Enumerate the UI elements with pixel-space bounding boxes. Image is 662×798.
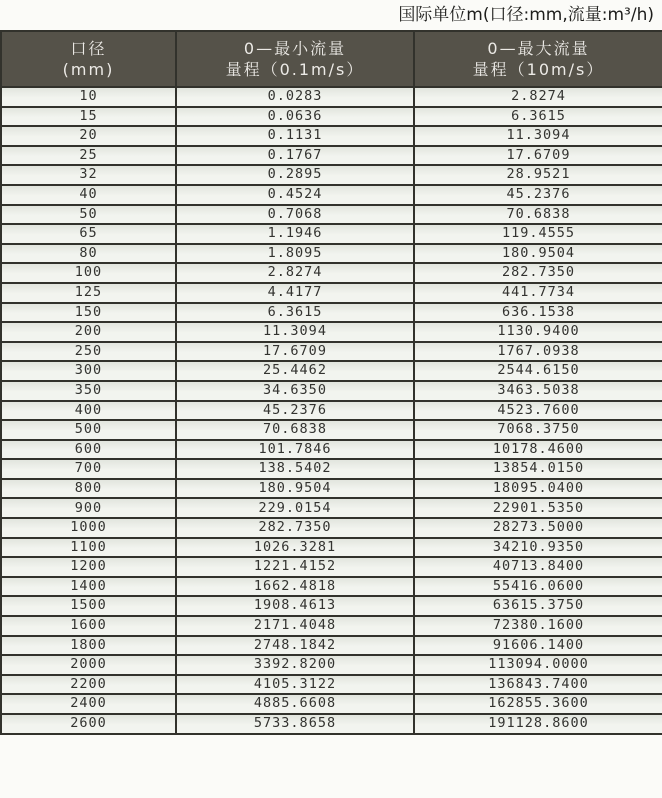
cell-diameter-mm: 65: [1, 224, 176, 244]
cell-diameter-mm: 40: [1, 185, 176, 205]
cell-diameter-mm: 1400: [1, 577, 176, 597]
cell-max-flow-range: 7068.3750: [414, 420, 662, 440]
cell-max-flow-range: 2.8274: [414, 87, 662, 107]
cell-min-flow-range: 229.0154: [176, 498, 414, 518]
cell-max-flow-range: 91606.1400: [414, 636, 662, 656]
cell-diameter-mm: 2200: [1, 675, 176, 695]
cell-max-flow-range: 191128.8600: [414, 714, 662, 734]
cell-max-flow-range: 13854.0150: [414, 459, 662, 479]
cell-min-flow-range: 101.7846: [176, 440, 414, 460]
table-row: [1, 87, 662, 107]
cell-diameter-mm: 15: [1, 107, 176, 127]
cell-diameter-mm: 900: [1, 498, 176, 518]
cell-min-flow-range: 2.8274: [176, 263, 414, 283]
table-row: [1, 381, 662, 401]
table-row: [1, 636, 662, 656]
cell-diameter-mm: 200: [1, 322, 176, 342]
cell-min-flow-range: 2748.1842: [176, 636, 414, 656]
cell-max-flow-range: 72380.1600: [414, 616, 662, 636]
table-row: [1, 126, 662, 146]
table-row: [1, 263, 662, 283]
cell-min-flow-range: 4105.3122: [176, 675, 414, 695]
cell-max-flow-range: 1130.9400: [414, 322, 662, 342]
cell-min-flow-range: 0.2895: [176, 165, 414, 185]
table-row: [1, 714, 662, 734]
cell-max-flow-range: 113094.0000: [414, 655, 662, 675]
header-diameter-label: 口径: [70, 39, 107, 58]
cell-min-flow-range: 5733.8658: [176, 714, 414, 734]
header-max-flow: [414, 31, 662, 87]
cell-min-flow-range: 3392.8200: [176, 655, 414, 675]
table-row: [1, 283, 662, 303]
table-row: [1, 459, 662, 479]
header-min-flow-range: 量程（0.1m/s）: [225, 60, 365, 79]
table-row: [1, 342, 662, 362]
table-row: [1, 518, 662, 538]
table-row: [1, 440, 662, 460]
cell-min-flow-range: 6.3615: [176, 303, 414, 323]
cell-min-flow-range: 0.1767: [176, 146, 414, 166]
cell-diameter-mm: 800: [1, 479, 176, 499]
cell-diameter-mm: 20: [1, 126, 176, 146]
cell-min-flow-range: 4885.6608: [176, 694, 414, 714]
cell-diameter-mm: 1600: [1, 616, 176, 636]
cell-diameter-mm: 2600: [1, 714, 176, 734]
cell-diameter-mm: 350: [1, 381, 176, 401]
cell-diameter-mm: 1800: [1, 636, 176, 656]
cell-diameter-mm: 150: [1, 303, 176, 323]
table-body: [1, 87, 662, 734]
cell-max-flow-range: 28.9521: [414, 165, 662, 185]
table-row: [1, 185, 662, 205]
cell-max-flow-range: 11.3094: [414, 126, 662, 146]
cell-min-flow-range: 1026.3281: [176, 538, 414, 558]
flow-range-table: [0, 30, 662, 735]
cell-min-flow-range: 1662.4818: [176, 577, 414, 597]
cell-max-flow-range: 636.1538: [414, 303, 662, 323]
cell-min-flow-range: 0.1131: [176, 126, 414, 146]
cell-max-flow-range: 63615.3750: [414, 596, 662, 616]
table-row: [1, 675, 662, 695]
cell-min-flow-range: 11.3094: [176, 322, 414, 342]
cell-diameter-mm: 250: [1, 342, 176, 362]
header-diameter-unit: (mm): [62, 60, 115, 79]
cell-max-flow-range: 45.2376: [414, 185, 662, 205]
cell-max-flow-range: 22901.5350: [414, 498, 662, 518]
cell-min-flow-range: 138.5402: [176, 459, 414, 479]
cell-diameter-mm: 1000: [1, 518, 176, 538]
table-row: [1, 557, 662, 577]
cell-max-flow-range: 3463.5038: [414, 381, 662, 401]
cell-max-flow-range: 162855.3600: [414, 694, 662, 714]
header-max-flow-range: 量程（10m/s）: [472, 60, 605, 79]
cell-diameter-mm: 125: [1, 283, 176, 303]
table-row: [1, 107, 662, 127]
cell-min-flow-range: 45.2376: [176, 401, 414, 421]
table-row: [1, 205, 662, 225]
header-diameter: [1, 31, 176, 87]
table-row: [1, 479, 662, 499]
cell-max-flow-range: 4523.7600: [414, 401, 662, 421]
table-row: [1, 401, 662, 421]
cell-diameter-mm: 300: [1, 361, 176, 381]
page-title: 国际单位m(口径:mm,流量:m³/h): [398, 5, 654, 25]
header-max-flow-label: 0—最大流量: [487, 39, 590, 58]
table-row: [1, 224, 662, 244]
cell-min-flow-range: 0.7068: [176, 205, 414, 225]
cell-min-flow-range: 1.1946: [176, 224, 414, 244]
cell-diameter-mm: 1500: [1, 596, 176, 616]
cell-diameter-mm: 500: [1, 420, 176, 440]
table-row: [1, 361, 662, 381]
cell-min-flow-range: 1221.4152: [176, 557, 414, 577]
cell-diameter-mm: 2400: [1, 694, 176, 714]
cell-max-flow-range: 119.4555: [414, 224, 662, 244]
cell-diameter-mm: 2000: [1, 655, 176, 675]
cell-max-flow-range: 18095.0400: [414, 479, 662, 499]
cell-diameter-mm: 600: [1, 440, 176, 460]
table-row: [1, 655, 662, 675]
cell-diameter-mm: 1100: [1, 538, 176, 558]
cell-diameter-mm: 10: [1, 87, 176, 107]
table-row: [1, 322, 662, 342]
cell-min-flow-range: 0.4524: [176, 185, 414, 205]
cell-min-flow-range: 180.9504: [176, 479, 414, 499]
table-row: [1, 616, 662, 636]
cell-min-flow-range: 25.4462: [176, 361, 414, 381]
cell-min-flow-range: 1.8095: [176, 244, 414, 264]
cell-max-flow-range: 28273.5000: [414, 518, 662, 538]
cell-max-flow-range: 17.6709: [414, 146, 662, 166]
cell-diameter-mm: 50: [1, 205, 176, 225]
table-row: [1, 146, 662, 166]
cell-max-flow-range: 180.9504: [414, 244, 662, 264]
table-row: [1, 244, 662, 264]
cell-diameter-mm: 80: [1, 244, 176, 264]
cell-min-flow-range: 0.0636: [176, 107, 414, 127]
cell-diameter-mm: 1200: [1, 557, 176, 577]
table-row: [1, 303, 662, 323]
table-row: [1, 538, 662, 558]
cell-diameter-mm: 25: [1, 146, 176, 166]
cell-min-flow-range: 17.6709: [176, 342, 414, 362]
cell-max-flow-range: 10178.4600: [414, 440, 662, 460]
cell-max-flow-range: 136843.7400: [414, 675, 662, 695]
cell-min-flow-range: 1908.4613: [176, 596, 414, 616]
table-row: [1, 420, 662, 440]
cell-diameter-mm: 700: [1, 459, 176, 479]
cell-min-flow-range: 282.7350: [176, 518, 414, 538]
header-row: [1, 31, 662, 87]
cell-max-flow-range: 282.7350: [414, 263, 662, 283]
cell-max-flow-range: 6.3615: [414, 107, 662, 127]
cell-min-flow-range: 0.0283: [176, 87, 414, 107]
cell-diameter-mm: 100: [1, 263, 176, 283]
header-min-flow-label: 0—最小流量: [243, 39, 347, 58]
table-row: [1, 596, 662, 616]
cell-min-flow-range: 34.6350: [176, 381, 414, 401]
cell-max-flow-range: 55416.0600: [414, 577, 662, 597]
cell-min-flow-range: 4.4177: [176, 283, 414, 303]
cell-max-flow-range: 40713.8400: [414, 557, 662, 577]
cell-max-flow-range: 34210.9350: [414, 538, 662, 558]
cell-max-flow-range: 70.6838: [414, 205, 662, 225]
cell-max-flow-range: 441.7734: [414, 283, 662, 303]
table-row: [1, 498, 662, 518]
header-min-flow: [176, 31, 414, 87]
cell-min-flow-range: 70.6838: [176, 420, 414, 440]
cell-max-flow-range: 2544.6150: [414, 361, 662, 381]
table-row: [1, 577, 662, 597]
table-row: [1, 694, 662, 714]
cell-diameter-mm: 400: [1, 401, 176, 421]
table-row: [1, 165, 662, 185]
cell-min-flow-range: 2171.4048: [176, 616, 414, 636]
cell-max-flow-range: 1767.0938: [414, 342, 662, 362]
cell-diameter-mm: 32: [1, 165, 176, 185]
